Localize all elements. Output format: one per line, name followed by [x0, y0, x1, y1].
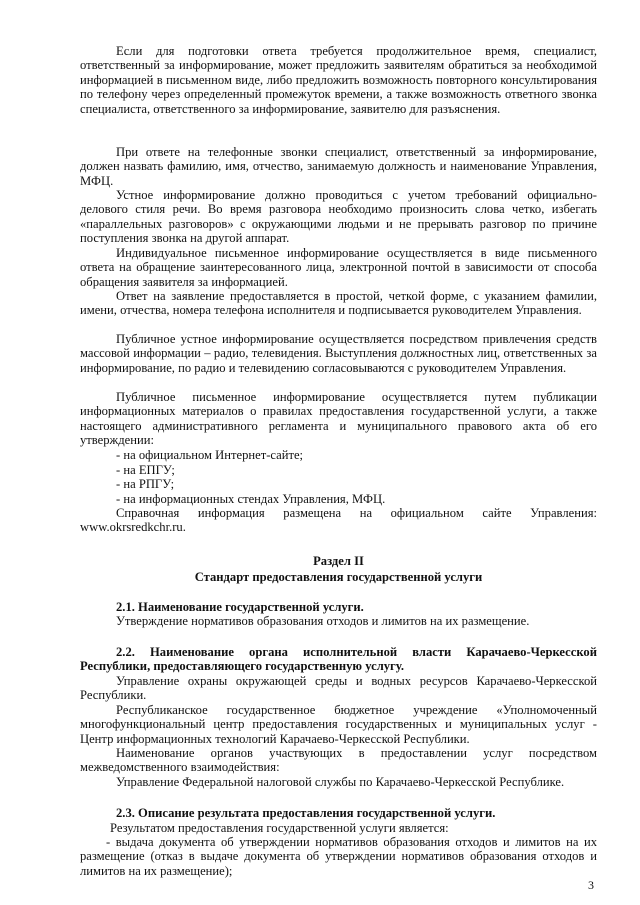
list-item: - на ЕПГУ; — [116, 463, 175, 477]
paragraph-website: Справочная информация размещена на официальном сайте Управления: www.okrsredkchr.ru. — [80, 506, 597, 535]
paragraph-callback-info: Если для подготовки ответа требуется продолжительное время, специалист, ответственный за информирование, может предложить заявителям обратиться за необходимой информацией в письменном виде, либо предложить возможность повторного консультирования по телефону через определенный промежуток времени, а также возможность ответного звонка специалиста, ответственного за информирование, заявителю для разъяснения. — [80, 44, 597, 116]
text-2-3-issuance: - выдача документа об утверждении нормативов образования отходов и лимитов на их размещение (отказ в выдаче документа об утверждении нормативов образования отходов и лимитов на их размещение); — [80, 835, 597, 878]
paragraph-public-written: Публичное письменное информирование осуществляется путем публикации информационных материалов о правилах предоставления государственной услуги, а также настоящего административного регламента и муниципального правового акта об его утверждении: — [80, 390, 597, 448]
paragraph-oral-style: Устное информирование должно проводиться с учетом требований официально-делового стиля речи. Во время разговора необходимо произносить слова четко, избегать «параллельных разговоров» с окружающими людьми и не прерывать разговор по причине поступления звонка на другой аппарат. — [80, 188, 597, 246]
paragraph-written-individual: Индивидуальное письменное информирование осуществляется в виде письменного ответа на обращение заинтересованного лица, электронной почтой в зависимости от способа обращения заявителя за информацией. — [80, 246, 597, 289]
text-2-2-agency: Управление охраны окружающей среды и водных ресурсов Карачаево-Черкесской Республики. — [80, 674, 597, 703]
paragraph-phone-answer: При ответе на телефонные звонки специалист, ответственный за информирование, должен назвать фамилию, имя, отчество, занимаемую должность и наименование Управления, МФЦ. — [80, 145, 597, 188]
text-2-2-tax: Управление Федеральной налоговой службы по Карачаево-Черкесской Республике. — [116, 775, 565, 789]
heading-2-2: 2.2. Наименование органа исполнительной власти Карачаево-Черкесской Республики, предоставляющего государственную услугу. — [80, 645, 597, 674]
heading-2-1: 2.1. Наименование государственной услуги. — [116, 600, 364, 614]
list-item: - на информационных стендах Управления, МФЦ. — [116, 492, 386, 506]
heading-2-3: 2.3. Описание результата предоставления государственной услуги. — [116, 806, 496, 820]
section-title: Стандарт предоставления государственной услуги — [194, 570, 483, 584]
text-2-2-mfc: Республиканское государственное бюджетное учреждение «Уполномоченный многофункциональный центр предоставления государственных и муниципальных услуг - Центр информационных технологий Карачаево-Черкесской Республики. — [80, 703, 597, 746]
list-item: - на РПГУ; — [116, 477, 175, 491]
list-item: - на официальном Интернет-сайте; — [116, 448, 304, 462]
paragraph-answer-form: Ответ на заявление предоставляется в простой, четкой форме, с указанием фамилии, имени, отчества, номера телефона исполнителя и подписывается руководителем Управления. — [80, 289, 597, 318]
paragraph-public-oral: Публичное устное информирование осуществляется посредством привлечения средств массовой информации – радио, телевидения. Выступления должностных лиц, ответственных за информирование, по радио и телевидению согласовываются с руководителем Управления. — [80, 332, 597, 375]
text-2-2-interaction: Наименование органов участвующих в предоставлении услуг посредством межведомственного взаимодействия: — [80, 746, 597, 775]
section-number: Раздел II — [313, 554, 364, 568]
text-2-1: Утверждение нормативов образования отходов и лимитов на их размещение. — [116, 614, 530, 628]
page-number: 3 — [588, 878, 594, 892]
text-2-3-result: Результатом предоставления государственной услуги является: — [110, 821, 449, 835]
